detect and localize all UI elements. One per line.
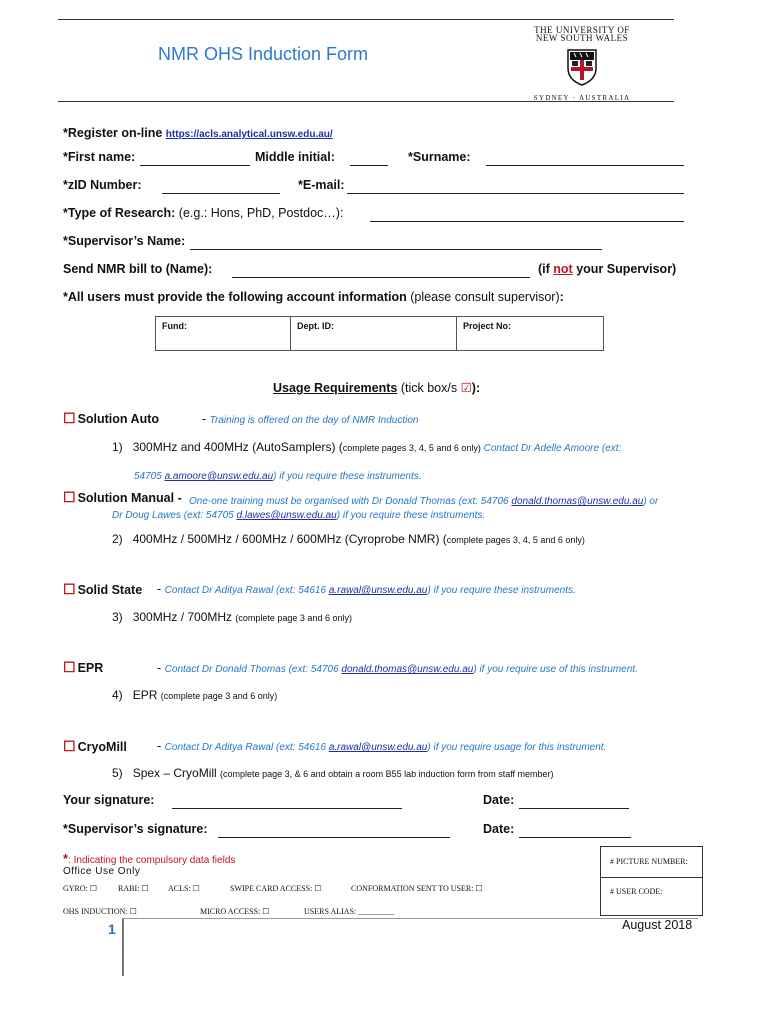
date-field-2[interactable] [519, 823, 631, 838]
item-1-contact-ext: 54705 [134, 471, 165, 482]
item-1-text: 300MHz and 400MHz (AutoSamplers) ( [132, 440, 343, 454]
solution-manual-note-2 [112, 505, 485, 523]
university-crest-icon [566, 48, 598, 86]
solid-state-dash: - [157, 582, 162, 596]
email-label: *E-mail: [298, 178, 345, 192]
item-2-num: 2) [112, 532, 123, 546]
cryomill-dash: - [157, 739, 162, 753]
solid-state-option[interactable] [63, 581, 142, 598]
bill-label: Send NMR bill to (Name): [63, 262, 213, 276]
solid-state-label: Solid State [77, 583, 143, 597]
item-2-small: complete pages 3, 4, 5 and 6 only) [446, 535, 585, 545]
date-field-1[interactable] [519, 794, 629, 809]
account-label: *All users must provide the following account information [63, 290, 407, 304]
amoore-email-link[interactable]: a.amoore@unsw.edu.au [164, 471, 274, 482]
solution-auto-note [202, 412, 418, 426]
header-top-rule [58, 19, 674, 20]
supervisor-label: *Supervisor’s Name: [63, 234, 186, 248]
item-4-text: EPR [132, 688, 161, 702]
item-1 [112, 440, 621, 454]
item-3-text: 300MHz / 700MHz [132, 610, 236, 624]
rawal-email-link[interactable]: a.rawal@unsw.edu.au [328, 585, 428, 596]
checkbox-icon[interactable]: ☐ [63, 738, 76, 754]
cryomill-tail: ) if you require usage for this instrument. [427, 742, 607, 753]
micro-access-checkbox[interactable]: MICRO ACCESS: ☐ [200, 907, 270, 916]
solution-manual-tail: ) if you require these instruments. [336, 510, 486, 521]
item-1-tail: ) if you require these instruments. [273, 471, 422, 482]
usage-hint: (tick box/s [397, 381, 461, 395]
solution-manual-text: One-one training must be organised with Dr Donald Thomas (ext: 54706 [189, 496, 512, 507]
item-2-text: 400MHz / 500MHz / 600MHz / 600MHz (Cyroprobe NMR) ( [132, 532, 447, 546]
picture-number-label[interactable]: # PICTURE NUMBER: [610, 857, 688, 866]
form-title: NMR OHS Induction Form [158, 44, 369, 64]
surname-label: *Surname: [408, 150, 471, 164]
register-label: *Register on-line [63, 126, 166, 140]
account-hint: (please consult supervisor) [406, 290, 560, 304]
item-4 [112, 688, 277, 702]
item-5-text: Spex – CryoMill [132, 766, 221, 780]
solution-manual-text-2: Dr Doug Lawes (ext: 54705 [112, 510, 237, 521]
item-5-num: 5) [112, 766, 123, 780]
first-name-field[interactable] [140, 151, 250, 166]
item-2 [112, 532, 585, 546]
form-date: August 2018 [622, 918, 693, 932]
supervisor-field[interactable] [190, 235, 602, 250]
your-signature-label: Your signature: [63, 793, 155, 807]
header-bottom-rule [58, 101, 674, 102]
acls-checkbox[interactable]: ACLS: ☐ [168, 884, 200, 893]
solution-manual-label: Solution Manual [77, 491, 175, 505]
office-box [600, 846, 703, 916]
item-1-small: complete pages 3, 4, 5 and 6 only) [342, 443, 481, 453]
page-number: 1 [108, 921, 116, 937]
usage-title: Usage Requirements [273, 381, 398, 395]
rabi-checkbox[interactable]: RABI: ☐ [118, 884, 149, 893]
university-name-line2: NEW SOUTH WALES [535, 33, 629, 43]
register-link[interactable]: https://acls.analytical.unsw.edu.au/ [165, 129, 333, 140]
register-online [63, 126, 333, 140]
usage-end: ): [471, 381, 481, 395]
bill-field[interactable] [232, 263, 530, 278]
cryomill-note [157, 739, 606, 753]
epr-note [157, 661, 638, 675]
solution-manual-or: ) or [643, 496, 659, 507]
checkbox-icon[interactable]: ☐ [63, 659, 76, 675]
solution-manual-dash: - [174, 491, 182, 505]
gyro-checkbox[interactable]: GYRO: ☐ [63, 884, 98, 893]
solid-state-note [157, 582, 576, 596]
office-use-label: Office Use Only [63, 866, 141, 877]
date-label-1: Date: [483, 793, 515, 807]
compulsory-note [63, 851, 235, 866]
item-4-num: 4) [112, 688, 123, 702]
research-label: *Type of Research: [63, 206, 176, 220]
item-1-contact: Contact Dr Adelle Amoore (ext: [480, 443, 622, 454]
email-field[interactable] [347, 179, 684, 194]
epr-tail: ) if you require use of this instrument. [473, 664, 638, 675]
epr-email-link[interactable]: donald.thomas@unsw.edu.au [341, 664, 474, 675]
checkbox-icon[interactable]: ☐ [63, 489, 76, 505]
supervisor-signature-field[interactable] [218, 823, 450, 838]
item-3-num: 3) [112, 610, 123, 624]
item-4-small: (complete page 3 and 6 only) [160, 691, 278, 701]
university-location: SYDNEY · AUSTRALIA [533, 94, 631, 102]
dept-cell[interactable]: Dept. ID: [291, 317, 457, 351]
solution-auto-label: Solution Auto [77, 412, 160, 426]
bill-note-not: not [553, 262, 573, 276]
solution-auto-option[interactable] [63, 410, 159, 427]
cryomill-label: CryoMill [77, 740, 127, 754]
page-margin-rule [122, 918, 124, 976]
research-hint: (e.g.: Hons, PhD, Postdoc…): [175, 206, 344, 220]
solution-auto-text: Training is offered on the day of NMR Induction [209, 415, 419, 426]
middle-initial-label: Middle initial: [255, 150, 335, 164]
ohs-induction-checkbox[interactable]: OHS INDUCTION: ☐ [63, 907, 137, 916]
your-signature-field[interactable] [172, 794, 402, 809]
conformation-checkbox[interactable]: CONFORMATION SENT TO USER: ☐ [351, 884, 483, 893]
compulsory-star: * [63, 851, 69, 866]
compulsory-text: : Indicating the compulsory data fields [68, 855, 236, 866]
zid-label: *zID Number: [63, 178, 142, 192]
solid-state-text: Contact Dr Aditya Rawal (ext: 54616 [164, 585, 329, 596]
fund-cell[interactable]: Fund: [156, 317, 291, 351]
checkbox-icon[interactable]: ☐ [63, 410, 76, 426]
solution-manual-option[interactable] [63, 489, 182, 506]
research-type [63, 206, 343, 220]
university-name-line1: THE UNIVERSITY OF [534, 25, 630, 35]
bill-note-a: (if [538, 262, 554, 276]
research-field[interactable] [370, 207, 684, 222]
item-5-small: (complete page 3, & 6 and obtain a room B55 lab induction form from staff member) [220, 769, 554, 779]
account-colon: : [559, 290, 564, 304]
university-logo [532, 25, 632, 102]
date-label-2: Date: [483, 822, 515, 836]
office-box-divider [601, 877, 702, 878]
cryomill-email-link[interactable]: a.rawal@unsw.edu.au [328, 742, 428, 753]
epr-label: EPR [77, 661, 104, 675]
account-info [63, 290, 564, 304]
project-cell[interactable]: Project No: [457, 317, 604, 351]
cryomill-text: Contact Dr Aditya Rawal (ext: 54616 [164, 742, 329, 753]
epr-text: Contact Dr Donald Thomas (ext: 54706 [164, 664, 342, 675]
lawes-email-link[interactable]: d.lawes@unsw.edu.au [236, 510, 337, 521]
epr-option[interactable] [63, 659, 103, 676]
item-5 [112, 766, 554, 780]
item-1-contact-line2 [134, 466, 422, 484]
user-code-label[interactable]: # USER CODE: [610, 887, 663, 896]
item-1-num: 1) [112, 440, 123, 454]
bill-note [538, 262, 676, 276]
cryomill-option[interactable] [63, 738, 127, 755]
epr-dash: - [157, 661, 162, 675]
account-table [155, 316, 604, 351]
item-3 [112, 610, 352, 624]
footer-rule [122, 918, 698, 919]
solution-auto-dash: - [202, 412, 207, 426]
surname-field[interactable] [486, 151, 684, 166]
tick-box-icon: ☑ [460, 381, 472, 395]
checkbox-icon[interactable]: ☐ [63, 581, 76, 597]
middle-initial-field[interactable] [350, 151, 388, 166]
first-name-label: *First name: [63, 150, 136, 164]
supervisor-signature-label: *Supervisor’s signature: [63, 822, 208, 836]
usage-heading [273, 380, 480, 395]
users-alias-field[interactable]: USERS ALIAS: _________ [304, 907, 395, 916]
thomas-email-link[interactable]: donald.thomas@unsw.edu.au [511, 496, 644, 507]
item-3-small: (complete page 3 and 6 only) [235, 613, 352, 623]
zid-field[interactable] [162, 179, 280, 194]
swipe-card-checkbox[interactable]: SWIPE CARD ACCESS: ☐ [230, 884, 322, 893]
bill-note-b: your Supervisor) [572, 262, 677, 276]
solid-state-tail: ) if you require these instruments. [427, 585, 576, 596]
